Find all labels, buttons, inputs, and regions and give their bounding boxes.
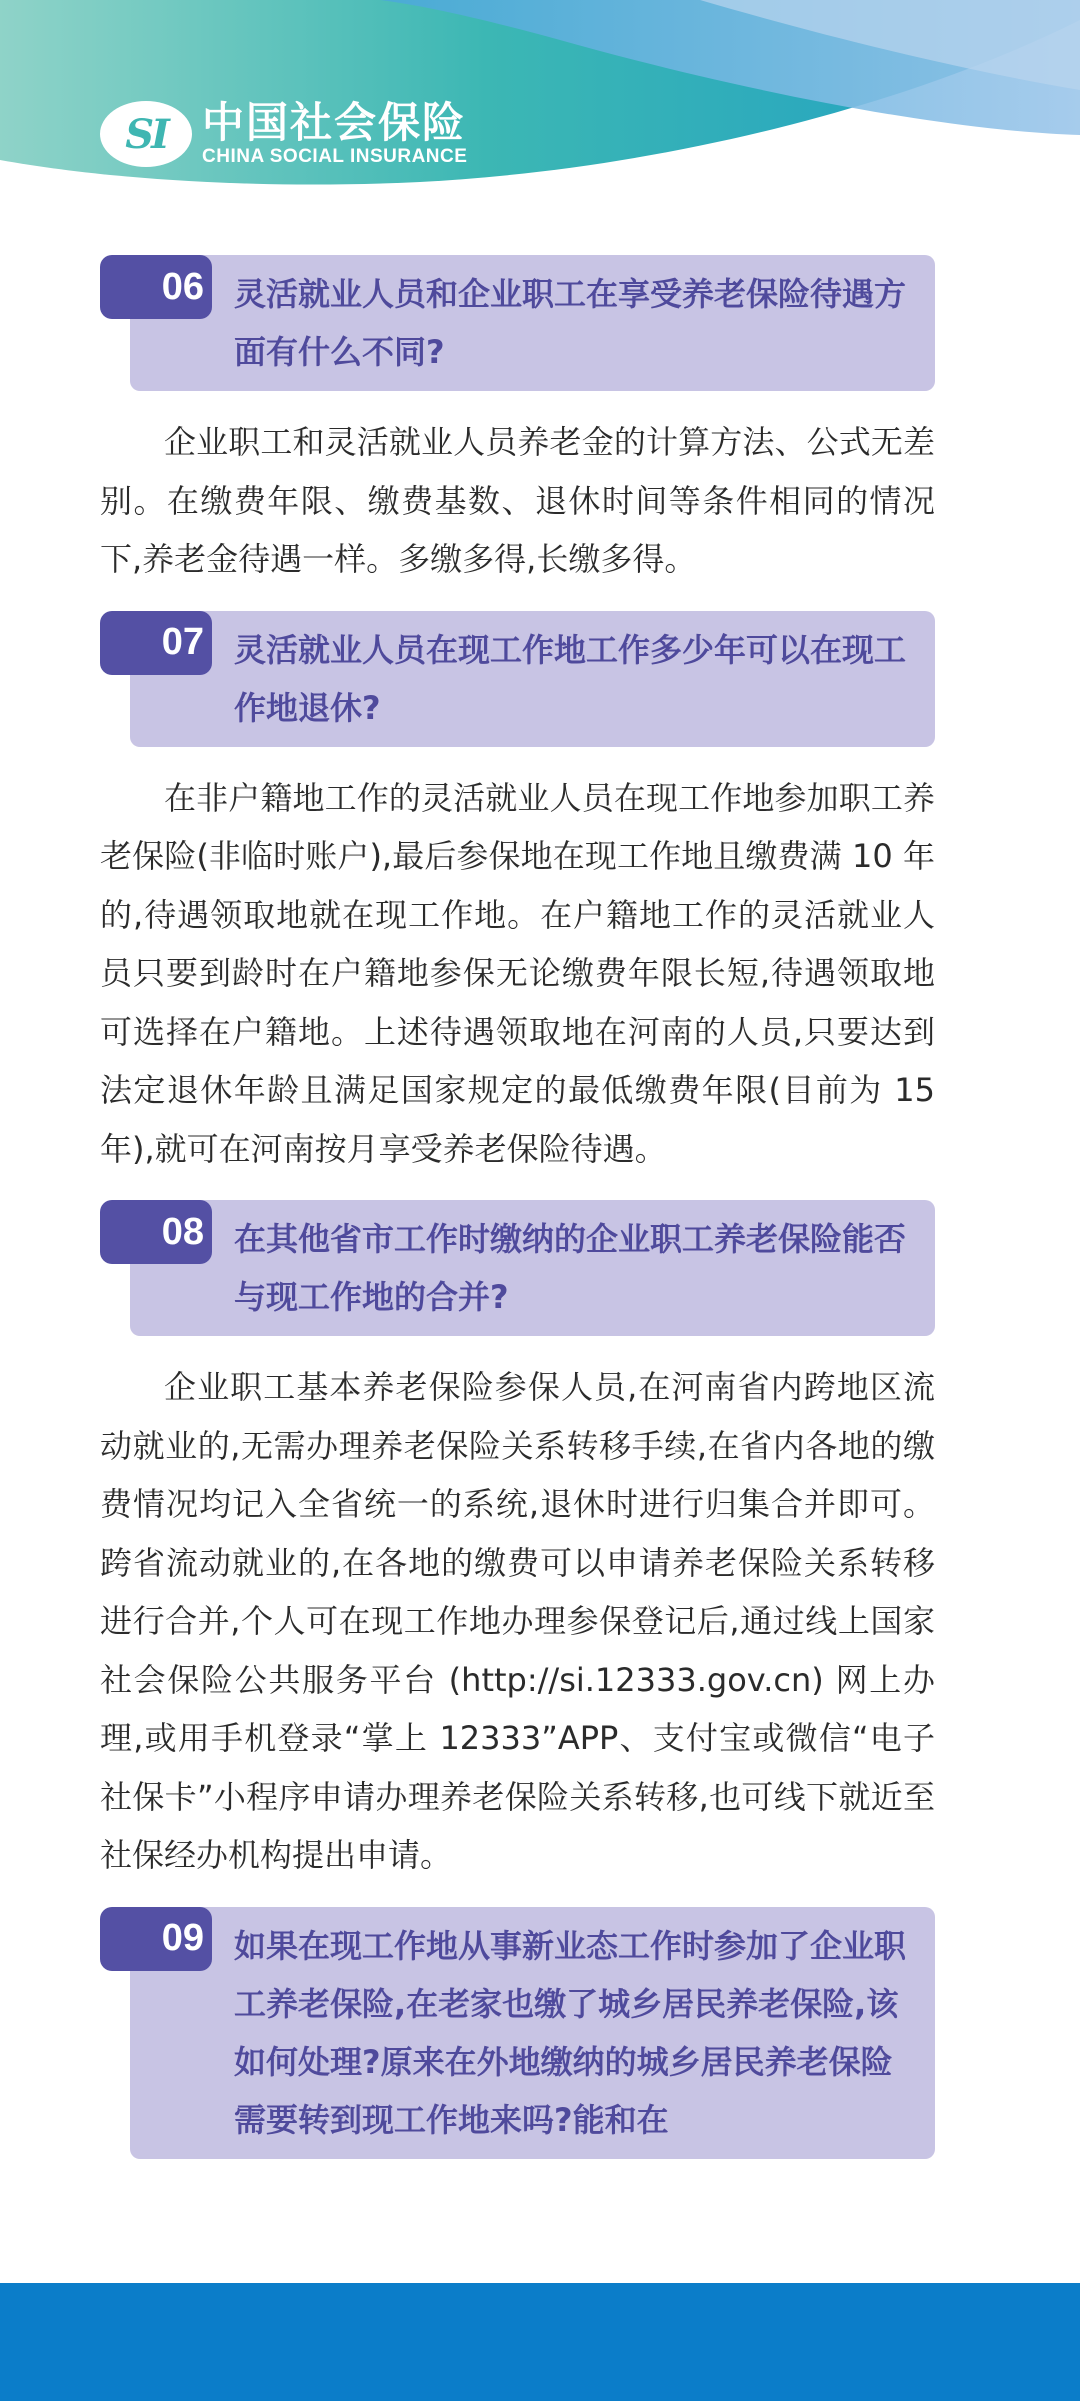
- answer-08: 企业职工基本养老保险参保人员,在河南省内跨地区流动就业的,无需办理养老保险关系转移手续,在省内各地的缴费情况均记入全省统一的系统,退休时进行归集合并即可。跨省流动就业的,在各地的缴费可以申请养老保险关系转移进行合并,个人可在现工作地办理参保登记后,通过线上国家社会保险公共服务平台 (http://si.12333.gov.cn) 网上办理,或用手机登录“掌上 12333”APP、支付宝或微信“电子社保卡”小程序申请办理养老保险关系转移,也可线下就近至社保经办机构提出申请。: [100, 1368, 935, 1874]
- footer-bar: [0, 2283, 1080, 2401]
- faq-content: [100, 255, 935, 2181]
- answer-07: 在非户籍地工作的灵活就业人员在现工作地参加职工养老保险(非临时账户),最后参保地在现工作地且缴费满 10 年的,待遇领取地就在现工作地。在户籍地工作的灵活就业人员只要到龄时在户籍地参保无论缴费年限长短,待遇领取地可选择在户籍地。上述待遇领取地在河南的人员,只要达到法定退休年龄且满足国家规定的最低缴费年限(目前为 15 年),就可在河南按月享受养老保险待遇。: [100, 778, 935, 1168]
- question-text: 灵活就业人员在现工作地工作多少年可以在现工作地退休?: [130, 611, 935, 747]
- logo-mark: SI: [125, 110, 167, 158]
- logo: [100, 100, 467, 168]
- question-text: 灵活就业人员和企业职工在享受养老保险待遇方面有什么不同?: [130, 255, 935, 391]
- logo-text: [202, 100, 467, 168]
- question-number: 09: [100, 1907, 212, 1971]
- logo-title-en: CHINA SOCIAL INSURANCE: [202, 146, 468, 167]
- header-banner: [0, 0, 1080, 200]
- question-06: [100, 255, 935, 391]
- question-number: 07: [100, 611, 212, 675]
- si-logo-icon: [100, 101, 192, 167]
- logo-title-cn: 中国社会保险: [202, 98, 467, 147]
- question-number: 08: [100, 1200, 212, 1264]
- question-09: [100, 1907, 935, 2159]
- question-text: 如果在现工作地从事新业态工作时参加了企业职工养老保险,在老家也缴了城乡居民养老保险,该如何处理?原来在外地缴纳的城乡居民养老保险需要转到现工作地来吗?能和在: [130, 1907, 935, 2159]
- answer-06: 企业职工和灵活就业人员养老金的计算方法、公式无差别。在缴费年限、缴费基数、退休时间等条件相同的情况下,养老金待遇一样。多缴多得,长缴多得。: [100, 423, 935, 578]
- question-07: [100, 611, 935, 747]
- question-text: 在其他省市工作时缴纳的企业职工养老保险能否与现工作地的合并?: [130, 1200, 935, 1336]
- question-08: [100, 1200, 935, 1336]
- question-number: 06: [100, 255, 212, 319]
